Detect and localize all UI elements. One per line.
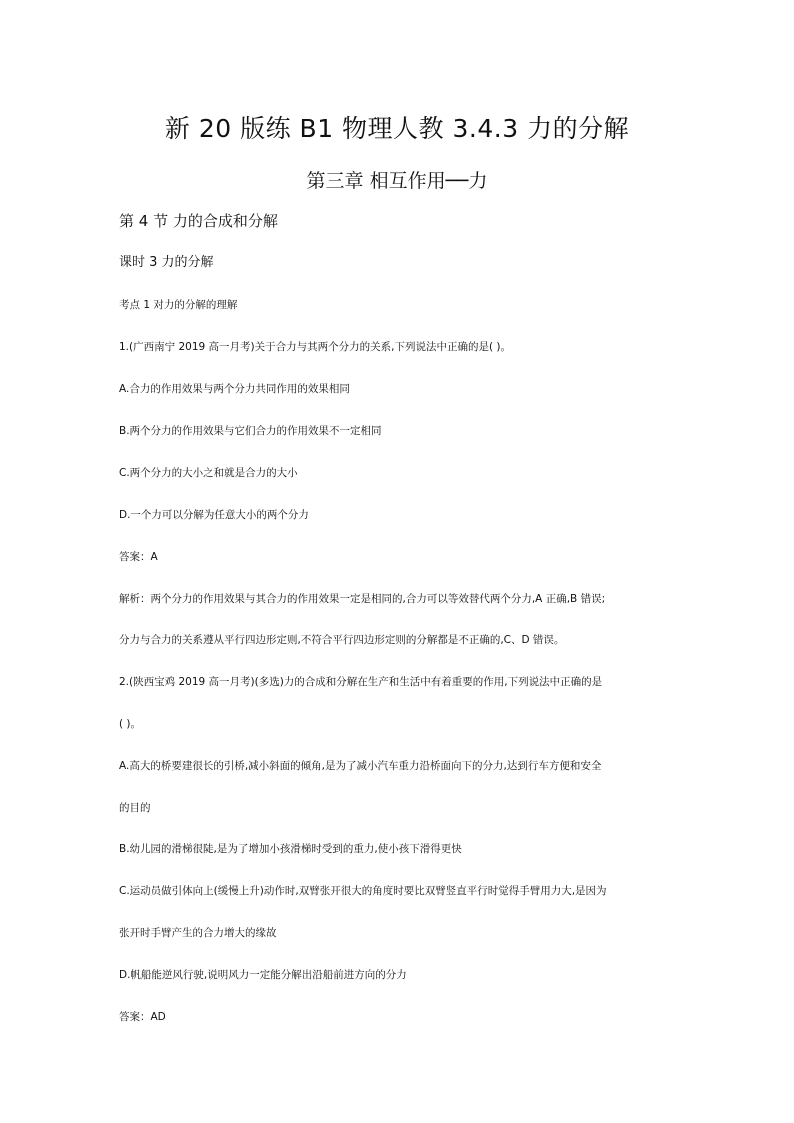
document-title: 新 20 版练 B1 物理人教 3.4.3 力的分解 <box>164 114 630 143</box>
question-1-analysis-line-2: 分力与合力的关系遵从平行四边形定则,不符合平行四边形定则的分解都是不正确的,C、D 错误。 <box>119 634 565 646</box>
question-2-option-d: D.帆船能逆风行驶,说明风力一定能分解出沿船前进方向的分力 <box>119 969 407 981</box>
question-1-option-b: B.两个分力的作用效果与它们合力的作用效果不一定相同 <box>119 425 382 437</box>
question-2-option-c-line-2: 张开时手臂产生的合力增大的缘故 <box>119 927 277 939</box>
topic-title: 考点 1 对力的分解的理解 <box>119 299 238 311</box>
question-1-option-d: D.一个力可以分解为任意大小的两个分力 <box>119 509 309 521</box>
question-2-option-a-line-2: 的目的 <box>119 802 151 814</box>
section-title: 第 4 节 力的合成和分解 <box>119 212 278 230</box>
chapter-title: 第三章 相互作用──力 <box>306 170 488 192</box>
lesson-title: 课时 3 力的分解 <box>119 255 214 270</box>
question-2-option-c-line-1: C.运动员做引体向上(缓慢上升)动作时,双臂张开很大的角度时要比双臂竖直平行时觉得手臂用力大,是因为 <box>119 885 607 897</box>
question-2-stem-line-2: ( )。 <box>119 718 142 730</box>
question-1-option-a: A.合力的作用效果与两个分力共同作用的效果相同 <box>119 383 350 395</box>
question-1-analysis-line-1: 解析：两个分力的作用效果与其合力的作用效果一定是相同的,合力可以等效替代两个分力,A 正确,B 错误; <box>119 593 606 605</box>
question-2-option-b: B.幼儿园的滑梯很陡,是为了增加小孩滑梯时受到的重力,使小孩下滑得更快 <box>119 843 462 855</box>
question-2-option-a-line-1: A.高大的桥要建很长的引桥,减小斜面的倾角,是为了减小汽车重力沿桥面向下的分力,达到行车方便和安全 <box>119 760 602 772</box>
question-2-stem-line-1: 2.(陕西宝鸡 2019 高一月考)(多选)力的合成和分解在生产和生活中有着重要的作用,下列说法中正确的是 <box>119 676 603 688</box>
question-1-answer: 答案：A <box>119 551 158 563</box>
question-2-answer: 答案：AD <box>119 1011 166 1023</box>
question-1-stem: 1.(广西南宁 2019 高一月考)关于合力与其两个分力的关系,下列说法中正确的是( )。 <box>119 341 511 353</box>
question-1-option-c: C.两个分力的大小之和就是合力的大小 <box>119 467 298 479</box>
